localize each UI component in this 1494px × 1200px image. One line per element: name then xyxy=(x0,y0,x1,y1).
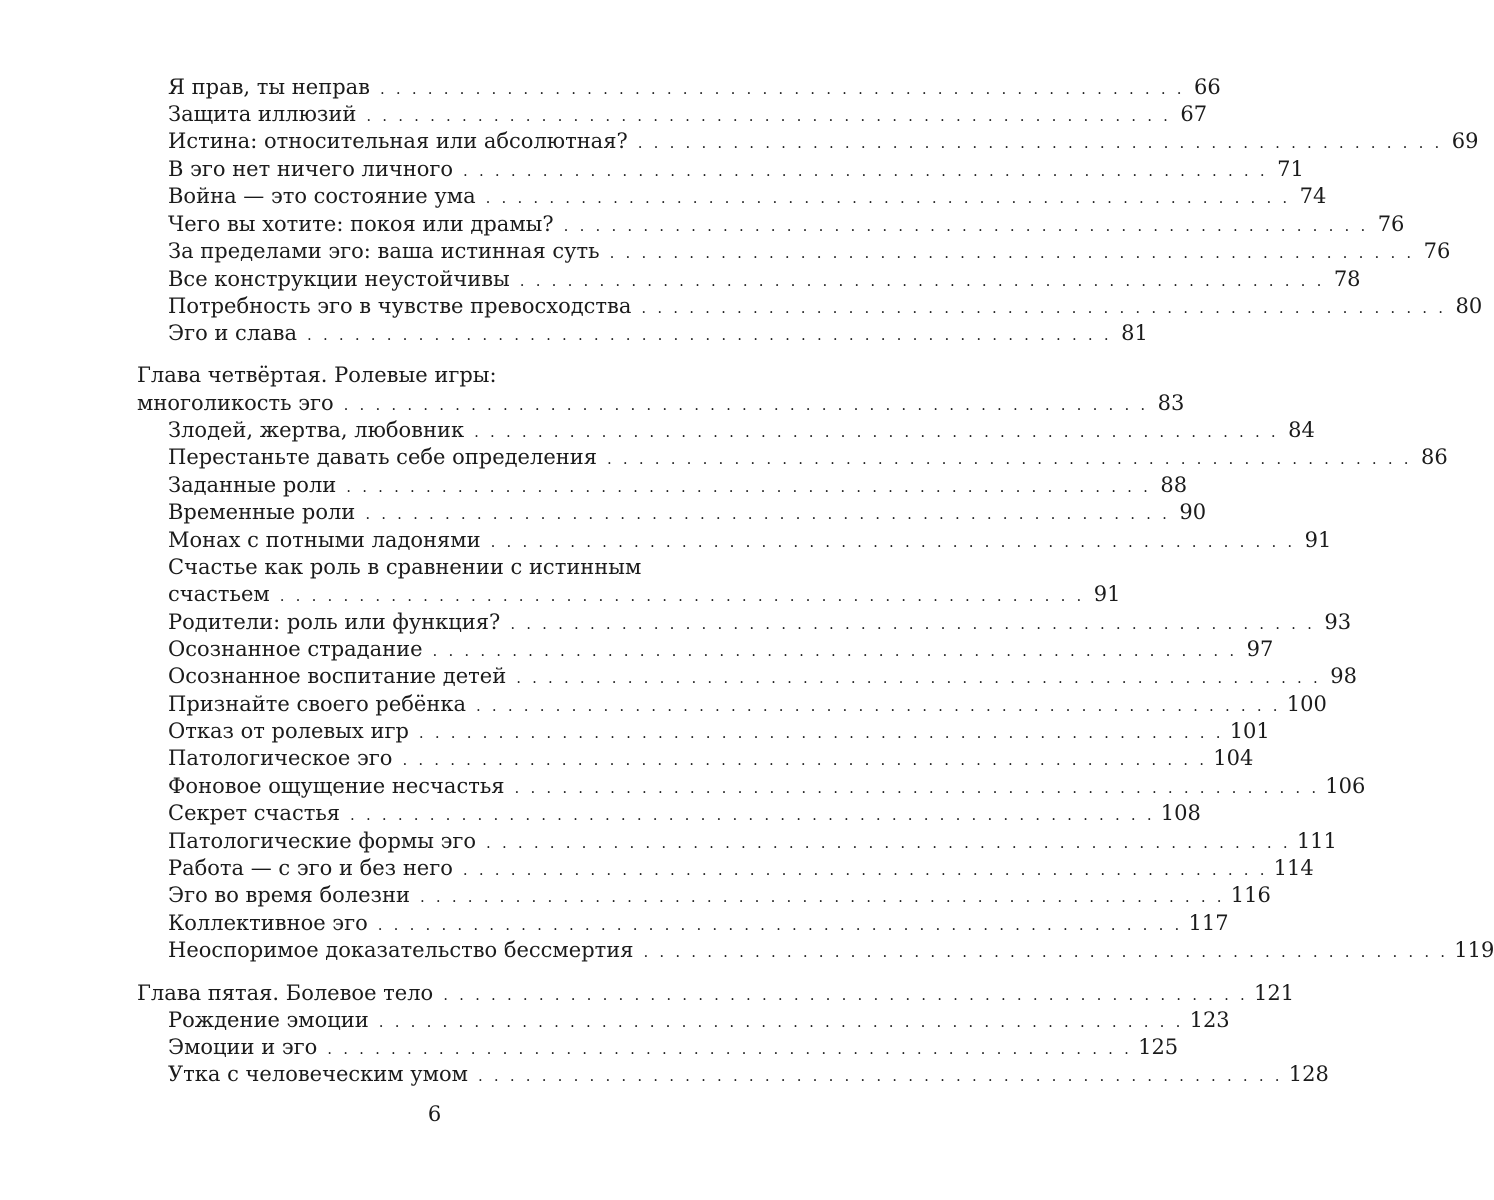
toc-entry xyxy=(168,636,1274,663)
toc-entry xyxy=(168,937,1494,964)
dot-leader: . . . . . . . . . . . . . . . . . . . . . . . . . . . . . . . . . . . . . . . . . . . . . . . . . . . xyxy=(366,107,1172,125)
dot-leader: . . . . . . . . . . . . . . . . . . . . . . . . . . . . . . . . . . . . . . . . . . . . . . . . . . . xyxy=(379,80,1185,98)
toc-entry-page: 100 xyxy=(1286,692,1327,716)
toc-entry-page: 117 xyxy=(1188,911,1229,935)
toc-entry xyxy=(168,183,1327,210)
dot-leader: . . . . . . . . . . . . . . . . . . . . . . . . . . . . . . . . . . . . . . . . . . . . . . . . . . . xyxy=(514,779,1320,797)
toc-entry-title: Работа — с эго и без него xyxy=(168,856,453,880)
dot-leader: . . . . . . . . . . . . . . . . . . . . . . . . . . . . . . . . . . . . . . . . . . . . . . . . . . . xyxy=(279,587,1085,605)
dot-leader: . . . . . . . . . . . . . . . . . . . . . . . . . . . . . . . . . . . . . . . . . . . . . . . . . . . xyxy=(637,134,1443,152)
toc-entry-title: счастьем xyxy=(168,582,270,606)
toc-entry-title: Истина: относительная или абсолютная? xyxy=(168,129,628,153)
toc-entry xyxy=(168,609,1352,636)
chapter-entry xyxy=(137,390,1185,417)
toc-entry xyxy=(168,1034,1179,1061)
dot-leader: . . . . . . . . . . . . . . . . . . . . . . . . . . . . . . . . . . . . . . . . . . . . . . . . . . . xyxy=(432,642,1238,660)
toc-entry-title: Рождение эмоции xyxy=(168,1008,369,1032)
toc-entry-first-line: Счастье как роль в сравнении с истинным xyxy=(168,555,642,579)
chapter-title: многоликость эго xyxy=(137,391,334,415)
dot-leader: . . . . . . . . . . . . . . . . . . . . . . . . . . . . . . . . . . . . . . . . . . . . . . . . . . . xyxy=(519,272,1325,290)
toc-entry xyxy=(168,1061,1329,1088)
toc-entry xyxy=(168,581,1121,608)
toc-entry xyxy=(168,800,1201,827)
toc-entry-title: Я прав, ты неправ xyxy=(168,75,370,99)
toc-entry-page: 97 xyxy=(1246,637,1274,661)
dot-leader: . . . . . . . . . . . . . . . . . . . . . . . . . . . . . . . . . . . . . . . . . . . . . . . . . . . xyxy=(419,888,1225,906)
toc-entry xyxy=(168,128,1479,155)
dot-leader: . . . . . . . . . . . . . . . . . . . . . . . . . . . . . . . . . . . . . . . . . . . . . . . . . . . xyxy=(327,1040,1133,1058)
toc-entry-page: 111 xyxy=(1296,829,1337,853)
dot-leader: . . . . . . . . . . . . . . . . . . . . . . . . . . . . . . . . . . . . . . . . . . . . . . . . . . . xyxy=(343,396,1149,414)
toc-entry-page: 90 xyxy=(1179,500,1207,524)
toc-entry-title: Заданные роли xyxy=(168,473,337,497)
dot-leader: . . . . . . . . . . . . . . . . . . . . . . . . . . . . . . . . . . . . . . . . . . . . . . . . . . . xyxy=(516,669,1321,687)
toc-entry xyxy=(168,691,1327,718)
toc-entry-title: Все конструкции неустойчивы xyxy=(168,267,510,291)
toc-entry xyxy=(168,773,1366,800)
toc-entry xyxy=(168,293,1483,320)
toc-entry-page: 76 xyxy=(1377,212,1405,236)
toc-entry xyxy=(168,527,1332,554)
toc-entry-page: 106 xyxy=(1325,774,1366,798)
toc-entry-page: 128 xyxy=(1288,1062,1329,1086)
toc-entry xyxy=(168,855,1314,882)
toc-entry-page: 93 xyxy=(1324,610,1352,634)
chapter-page: 121 xyxy=(1254,981,1295,1005)
chapter-entry xyxy=(137,980,1295,1007)
toc-entry-page: 114 xyxy=(1273,856,1314,880)
toc-entry-page: 125 xyxy=(1138,1035,1179,1059)
toc-entry-page: 104 xyxy=(1213,746,1254,770)
toc-entry-title: Чего вы хотите: покоя или драмы? xyxy=(168,212,554,236)
toc-entry-title: Секрет счастья xyxy=(168,801,341,825)
toc-entry-title: Осознанное воспитание детей xyxy=(168,664,507,688)
dot-leader: . . . . . . . . . . . . . . . . . . . . . . . . . . . . . . . . . . . . . . . . . . . . . . . . . . . xyxy=(607,450,1412,468)
dot-leader: . . . . . . . . . . . . . . . . . . . . . . . . . . . . . . . . . . . . . . . . . . . . . . . . . . . xyxy=(643,943,1449,961)
toc-entry-title: Родители: роль или функция? xyxy=(168,610,501,634)
toc-entry xyxy=(168,882,1271,909)
toc-entry-page: 74 xyxy=(1299,184,1327,208)
toc-entry xyxy=(168,211,1405,238)
toc-entry-page: 81 xyxy=(1121,321,1148,345)
toc-entry-page: 108 xyxy=(1160,801,1201,825)
dot-leader: . . . . . . . . . . . . . . . . . . . . . . . . . . . . . . . . . . . . . . . . . . . . . . . . . . . xyxy=(378,1013,1184,1031)
dot-leader: . . . . . . . . . . . . . . . . . . . . . . . . . . . . . . . . . . . . . . . . . . . . . . . . . . . xyxy=(443,986,1248,1004)
toc-entry xyxy=(168,718,1270,745)
toc-entry-title: Фоновое ощущение несчастья xyxy=(168,774,505,798)
toc-entry-page: 91 xyxy=(1093,582,1121,606)
toc-entry-title: Потребность эго в чувстве превосходства xyxy=(168,294,632,318)
toc-entry-title: Отказ от ролевых игр xyxy=(168,719,409,743)
dot-leader: . . . . . . . . . . . . . . . . . . . . . . . . . . . . . . . . . . . . . . . . . . . . . . . . . . . xyxy=(510,615,1316,633)
toc-entry-page: 119 xyxy=(1454,938,1494,962)
toc-entry xyxy=(168,745,1254,772)
toc-entry-title: Коллективное эго xyxy=(168,911,368,935)
dot-leader: . . . . . . . . . . . . . . . . . . . . . . . . . . . . . . . . . . . . . . . . . . . . . . . . . . . xyxy=(463,162,1268,180)
toc-entry xyxy=(168,910,1229,937)
dot-leader: . . . . . . . . . . . . . . . . . . . . . . . . . . . . . . . . . . . . . . . . . . . . . . . . . . . xyxy=(474,423,1279,441)
toc-entry-page: 86 xyxy=(1421,445,1448,469)
dot-leader: . . . . . . . . . . . . . . . . . . . . . . . . . . . . . . . . . . . . . . . . . . . . . . . . . . . xyxy=(486,834,1291,852)
toc-entry-title: За пределами эго: ваша истинная суть xyxy=(168,239,600,263)
toc-entry-page: 80 xyxy=(1455,294,1483,318)
toc-entry-page: 78 xyxy=(1333,267,1361,291)
toc-entry-title: Неоспоримое доказательство бессмертия xyxy=(168,938,634,962)
toc-entry-page: 123 xyxy=(1189,1008,1230,1032)
toc-entry xyxy=(168,828,1337,855)
page-number: 6 xyxy=(427,1102,442,1126)
toc-entry xyxy=(168,663,1357,690)
dot-leader: . . . . . . . . . . . . . . . . . . . . . . . . . . . . . . . . . . . . . . . . . . . . . . . . . . . xyxy=(365,505,1171,523)
toc-entry-title: Утка с человеческим умом xyxy=(168,1062,468,1086)
toc-entry xyxy=(168,417,1315,444)
toc-entry-page: 71 xyxy=(1277,157,1304,181)
toc-entry-title: Временные роли xyxy=(168,500,356,524)
dot-leader: . . . . . . . . . . . . . . . . . . . . . . . . . . . . . . . . . . . . . . . . . . . . . . . . . . . xyxy=(346,478,1152,496)
dot-leader: . . . . . . . . . . . . . . . . . . . . . . . . . . . . . . . . . . . . . . . . . . . . . . . . . . . xyxy=(609,244,1415,262)
toc-entry-title: Перестаньте давать себе определения xyxy=(168,445,597,469)
toc-entry xyxy=(168,266,1361,293)
toc-entry xyxy=(168,499,1207,526)
toc-entry-page: 84 xyxy=(1288,418,1315,442)
toc-entry-page: 88 xyxy=(1160,473,1188,497)
dot-leader: . . . . . . . . . . . . . . . . . . . . . . . . . . . . . . . . . . . . . . . . . . . . . . . . . . . xyxy=(350,806,1155,824)
dot-leader: . . . . . . . . . . . . . . . . . . . . . . . . . . . . . . . . . . . . . . . . . . . . . . . . . . . xyxy=(485,189,1291,207)
toc-entry-title: Эго и слава xyxy=(168,321,298,345)
toc-entry-title: Монах с потными ладонями xyxy=(168,528,481,552)
toc-entry-title: Патологическое эго xyxy=(168,746,393,770)
dot-leader: . . . . . . . . . . . . . . . . . . . . . . . . . . . . . . . . . . . . . . . . . . . . . . . . . . . xyxy=(307,326,1112,344)
toc-entry xyxy=(168,74,1221,101)
toc-entry xyxy=(168,320,1148,347)
dot-leader: . . . . . . . . . . . . . . . . . . . . . . . . . . . . . . . . . . . . . . . . . . . . . . . . . . . xyxy=(490,533,1296,551)
toc-entry-page: 116 xyxy=(1230,883,1271,907)
toc-entry-page: 66 xyxy=(1194,75,1221,99)
toc-entry-title: Защита иллюзий xyxy=(168,102,357,126)
dot-leader: . . . . . . . . . . . . . . . . . . . . . . . . . . . . . . . . . . . . . . . . . . . . . . . . . . . xyxy=(462,861,1268,879)
chapter-page: 83 xyxy=(1157,391,1185,415)
toc-entry-title: Война — это состояние ума xyxy=(168,184,476,208)
toc-entry xyxy=(168,444,1448,471)
toc-entry xyxy=(168,1007,1230,1034)
dot-leader: . . . . . . . . . . . . . . . . . . . . . . . . . . . . . . . . . . . . . . . . . . . . . . . . . . . xyxy=(563,217,1369,235)
toc-entry xyxy=(168,238,1451,265)
dot-leader: . . . . . . . . . . . . . . . . . . . . . . . . . . . . . . . . . . . . . . . . . . . . . . . . . . . xyxy=(477,1067,1283,1085)
dot-leader: . . . . . . . . . . . . . . . . . . . . . . . . . . . . . . . . . . . . . . . . . . . . . . . . . . . xyxy=(418,724,1224,742)
chapter-heading-line: Глава четвёртая. Ролевые игры: xyxy=(137,363,497,387)
toc-entry-title: В эго нет ничего личного xyxy=(168,157,454,181)
toc-entry-page: 98 xyxy=(1330,664,1357,688)
toc-entry xyxy=(168,156,1304,183)
toc-entry xyxy=(168,101,1208,128)
toc-entry-page: 69 xyxy=(1451,129,1479,153)
toc-entry-page: 101 xyxy=(1229,719,1270,743)
toc-entry-page: 67 xyxy=(1180,102,1208,126)
dot-leader: . . . . . . . . . . . . . . . . . . . . . . . . . . . . . . . . . . . . . . . . . . . . . . . . . . . xyxy=(377,916,1183,934)
toc-entry-title: Признайте своего ребёнка xyxy=(168,692,466,716)
toc-entry xyxy=(168,472,1188,499)
toc-entry-title: Эмоции и эго xyxy=(168,1035,318,1059)
dot-leader: . . . . . . . . . . . . . . . . . . . . . . . . . . . . . . . . . . . . . . . . . . . . . . . . . . . xyxy=(641,299,1447,317)
toc-entry-title: Злодей, жертва, любовник xyxy=(168,418,465,442)
toc-entry-title: Патологические формы эго xyxy=(168,829,477,853)
dot-leader: . . . . . . . . . . . . . . . . . . . . . . . . . . . . . . . . . . . . . . . . . . . . . . . . . . . xyxy=(402,751,1208,769)
chapter-title: Глава пятая. Болевое тело xyxy=(137,981,434,1005)
toc-entry-page: 91 xyxy=(1304,528,1332,552)
toc-entry-title: Осознанное страдание xyxy=(168,637,423,661)
dot-leader: . . . . . . . . . . . . . . . . . . . . . . . . . . . . . . . . . . . . . . . . . . . . . . . . . . . xyxy=(476,697,1281,715)
toc-entry-page: 76 xyxy=(1423,239,1451,263)
toc-entry-title: Эго во время болезни xyxy=(168,883,410,907)
